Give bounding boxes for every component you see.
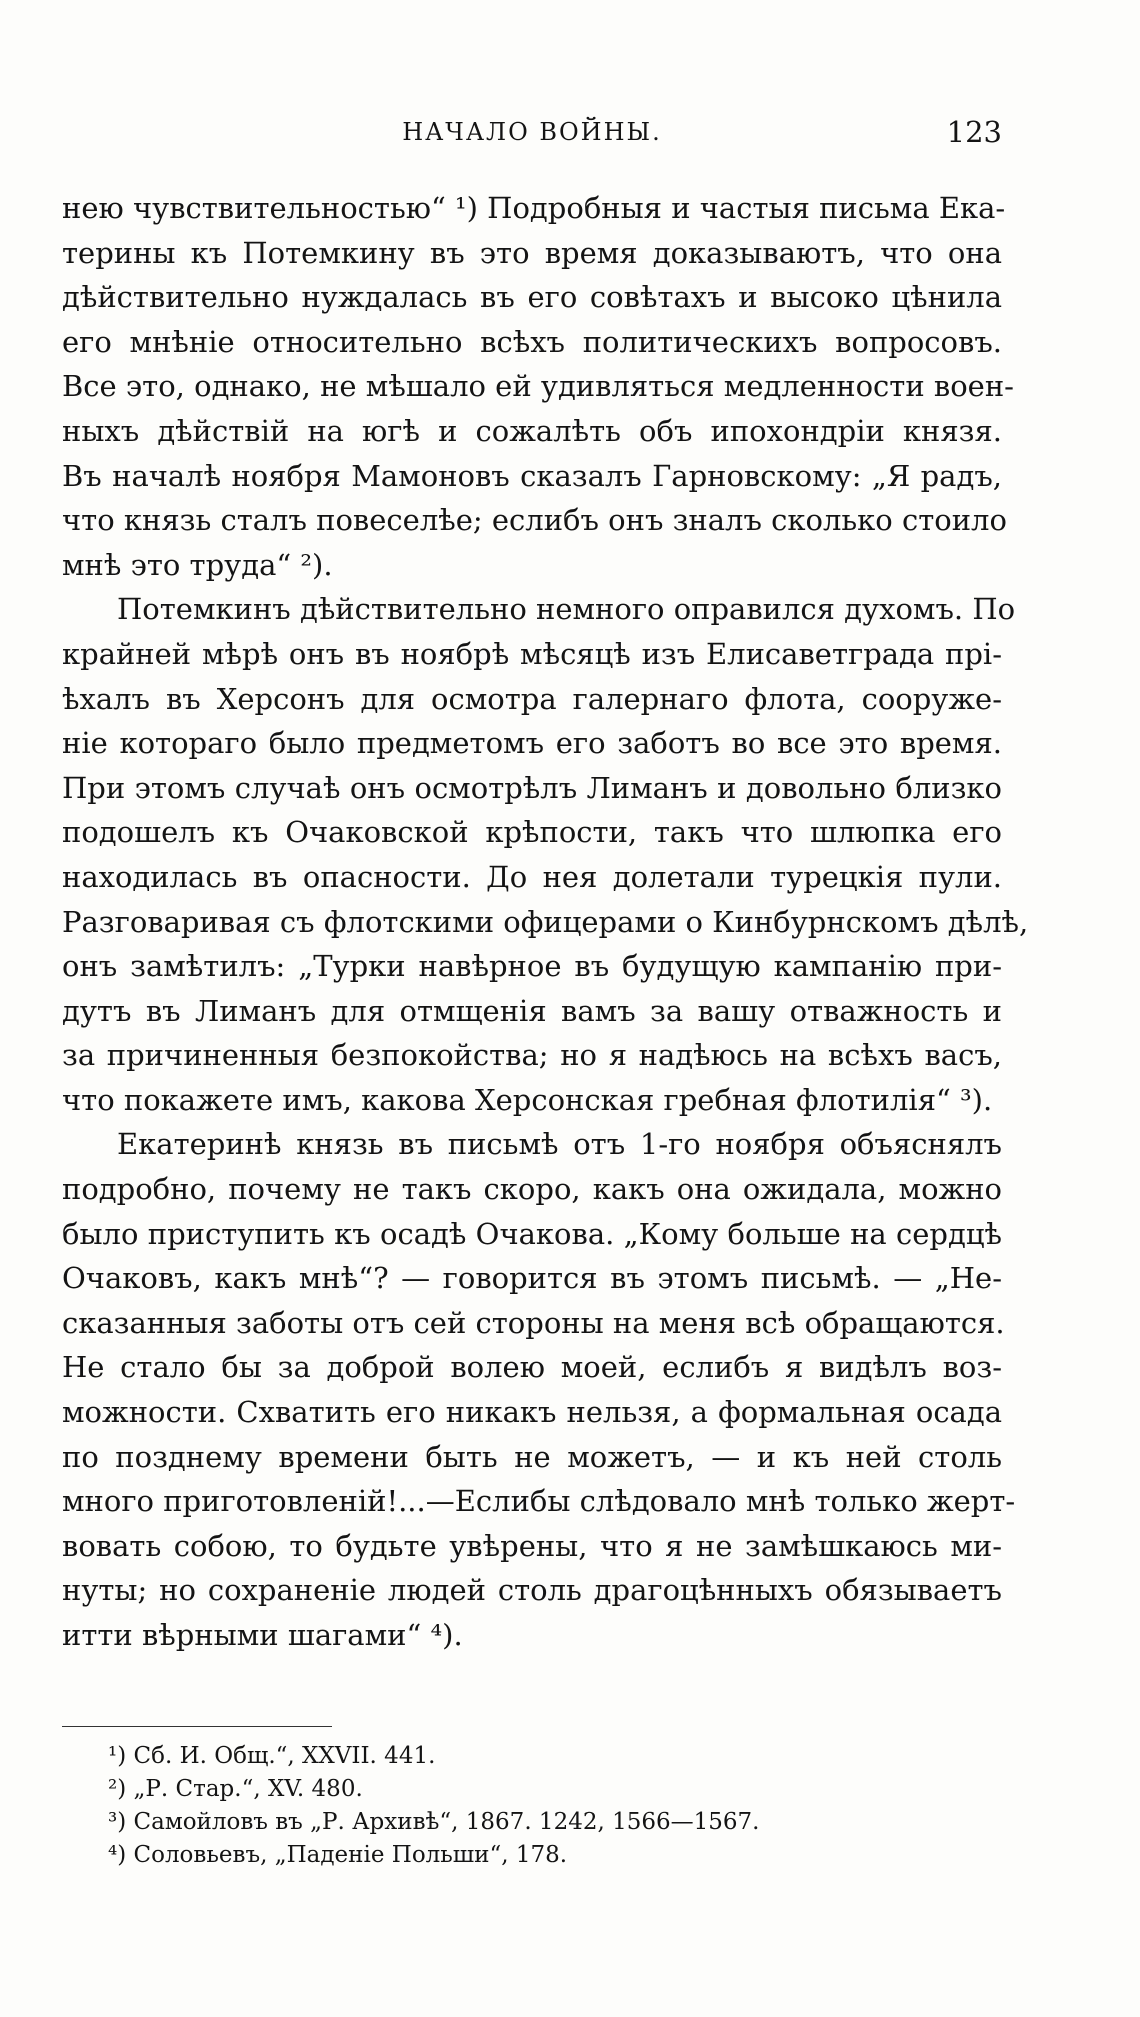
paragraph-start-line: Потемкинъ дѣйствительно немного оправился духомъ. По	[117, 592, 1016, 627]
text-line: дутъ въ Лиманъ для отмщенія вамъ за вашу отважность и	[62, 993, 1002, 1028]
footnote: ⁴) Соловьевъ, „Паденіе Польши“, 178.	[108, 1842, 568, 1868]
text-line: подошелъ къ Очаковской крѣпости, такъ что шлюпка его	[62, 815, 1002, 850]
text-line: онъ замѣтилъ: „Турки навѣрное въ будущую кампанію при-	[62, 949, 1002, 984]
text-line: находилась въ опасности. До нея долетали турецкія пули.	[62, 859, 1002, 894]
footnote-divider	[62, 1726, 332, 1727]
text-line: ѣхалъ въ Херсонъ для осмотра галернаго флота, сооруже-	[62, 681, 1002, 716]
text-line: Не стало бы за доброй волею моей, еслибъ я видѣлъ воз-	[62, 1350, 1002, 1385]
running-head: НАЧАЛО ВОЙНЫ.	[402, 118, 662, 146]
footnote: ³) Самойловъ въ „Р. Архивѣ“, 1867. 1242, 1566—1567.	[108, 1809, 760, 1835]
footnote: ²) „Р. Стар.“, XV. 480.	[108, 1776, 363, 1802]
text-line: мнѣ это труда“ ²).	[62, 547, 333, 582]
text-line: нею чувствительностью“ ¹) Подробныя и частыя письма Ека-	[62, 191, 1006, 225]
text-line: сказанныя заботы отъ сей стороны на меня всѣ обращаются.	[62, 1305, 1005, 1340]
body-text	[62, 186, 1029, 1658]
text-line: ніе котораго было предметомъ его заботъ во все это время.	[62, 726, 1002, 761]
text-line: Разговаривая съ флотскими офицерами о Кинбурнскомъ дѣлѣ,	[62, 904, 1029, 939]
text-line: терины къ Потемкину въ это время доказываютъ, что она	[62, 235, 1002, 270]
footnotes	[108, 1740, 968, 1872]
text-line: много приготовленій!...—Еслибы слѣдовало мнѣ только жерт-	[62, 1484, 1016, 1519]
text-line: за причиненныя безпокойства; но я надѣюсь на всѣхъ васъ,	[62, 1038, 1002, 1073]
text-line: что князь сталъ повеселѣе; еслибъ онъ зналъ сколько стоило	[62, 503, 1007, 538]
text-line: Въ началѣ ноября Мамоновъ сказалъ Гарновскому: „Я радъ,	[62, 458, 1002, 493]
text-line: дѣйствительно нуждалась въ его совѣтахъ и высоко цѣнила	[62, 280, 1002, 315]
page-number: 123	[946, 115, 1002, 149]
text-line: что покажете имъ, какова Херсонская гребная флотилія“ ³).	[62, 1082, 993, 1117]
text-line: подробно, почему не такъ скоро, какъ она ожидала, можно	[62, 1172, 1002, 1207]
text-line: вовать собою, то будьте увѣрены, что я не замѣшкаюсь ми-	[62, 1528, 1002, 1563]
text-line: итти вѣрными шагами“ ⁴).	[62, 1618, 463, 1652]
text-line: крайней мѣрѣ онъ въ ноябрѣ мѣсяцѣ изъ Елисаветграда прі-	[62, 636, 1002, 671]
text-line: было приступить къ осадѣ Очакова. „Кому больше на сердцѣ	[62, 1216, 1002, 1251]
page-header	[62, 112, 1002, 152]
text-line: Очаковъ, какъ мнѣ“? — говорится въ этомъ письмѣ. — „Не-	[62, 1261, 1002, 1296]
text-line: можности. Схватить его никакъ нельзя, а формальная осада	[62, 1395, 1002, 1430]
text-line: нуты; но сохраненіе людей столь драгоцѣнныхъ обязываетъ	[62, 1573, 1002, 1608]
text-line: При этомъ случаѣ онъ осмотрѣлъ Лиманъ и довольно близко	[62, 770, 1002, 805]
text-line: его мнѣніе относительно всѣхъ политическихъ вопросовъ.	[62, 324, 1002, 359]
footnote: ¹) Сб. И. Общ.“, XXVII. 441.	[108, 1743, 436, 1769]
text-line: по позднему времени быть не можетъ, — и къ ней столь	[62, 1439, 1002, 1474]
text-line: ныхъ дѣйствій на югѣ и сожалѣть объ ипохондріи князя.	[62, 413, 1002, 448]
paragraph-start-line: Екатеринѣ князь въ письмѣ отъ 1-го ноября объяснялъ	[117, 1127, 1002, 1162]
text-line: Все это, однако, не мѣшало ей удивляться медленности воен-	[62, 369, 1014, 404]
